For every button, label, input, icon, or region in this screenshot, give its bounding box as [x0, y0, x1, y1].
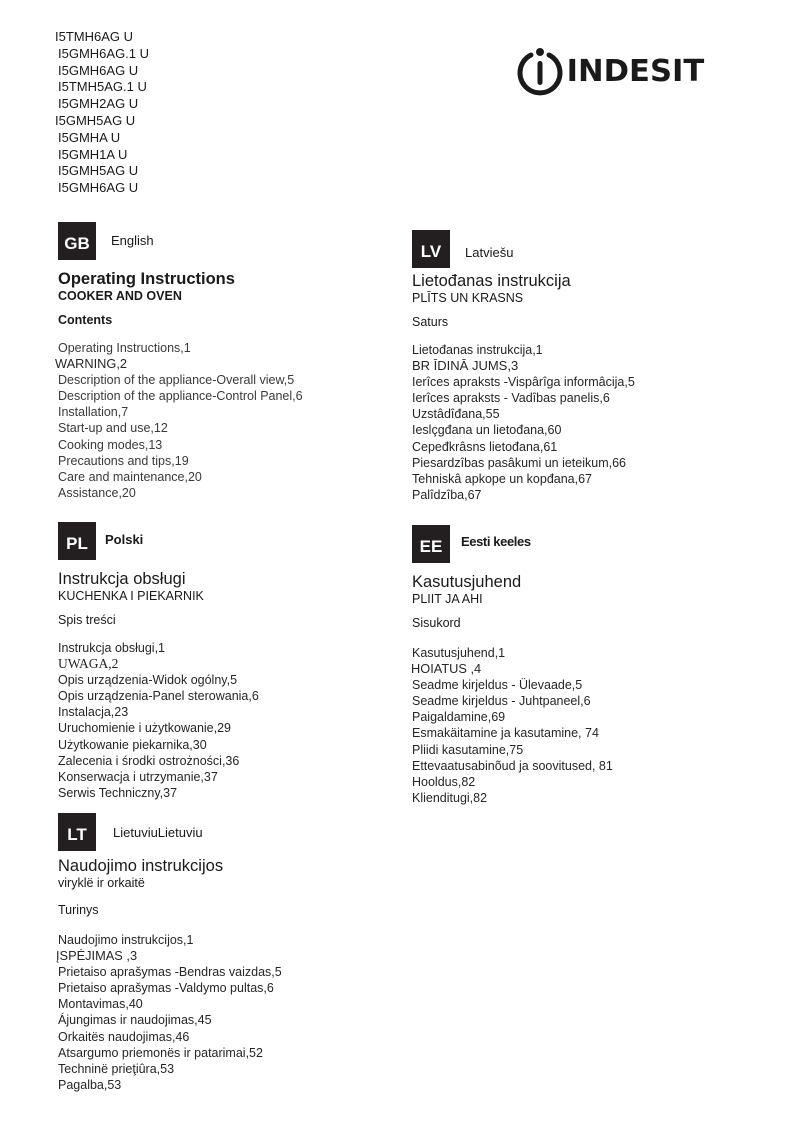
- toc-item[interactable]: Cepeđkrâsns lietođana,61: [412, 439, 558, 454]
- toc-item[interactable]: Hooldus,82: [412, 774, 476, 789]
- contents-label: Spis treści: [58, 613, 116, 627]
- toc-item[interactable]: Atsargumo priemonës ir patarimai,52: [58, 1045, 263, 1060]
- model-code: I5GMH2AG U: [58, 96, 139, 112]
- section-subtitle: PLĪTS UN KRASNS: [412, 291, 524, 305]
- language-name: Latviešu: [465, 244, 514, 260]
- brand-logo: [516, 44, 703, 100]
- toc-item[interactable]: Konserwacja i utrzymanie,37: [58, 769, 218, 784]
- contents-label: Saturs: [412, 315, 449, 329]
- section-title: Naudojimo instrukcijos: [58, 857, 224, 875]
- model-code: I5TMH6AG U: [55, 29, 134, 44]
- toc-item[interactable]: Ierîces apraksts -Vispârîga informâcija,5: [412, 375, 635, 390]
- toc-item-warning[interactable]: ĮSPĖJIMAS ,3: [56, 948, 138, 964]
- toc-item[interactable]: Installation,7: [58, 405, 129, 420]
- table-of-contents: [58, 640, 398, 801]
- language-badge: EE: [412, 525, 450, 563]
- toc-item[interactable]: Paigaldamine,69: [412, 710, 506, 725]
- section-title: Operating Instructions: [58, 270, 235, 288]
- toc-item[interactable]: Cooking modes,13: [58, 437, 163, 452]
- toc-item[interactable]: Kasutusjuhend,1: [412, 646, 506, 660]
- model-code: I5GMH6AG U: [58, 62, 139, 78]
- toc-item[interactable]: Użytkowanie piekarnika,30: [58, 737, 207, 752]
- section-lithuanian: [58, 813, 398, 1093]
- toc-item[interactable]: Operating Instructions,1: [58, 341, 191, 355]
- model-list: [55, 29, 149, 197]
- toc-item[interactable]: Prietaiso aprašymas -Bendras vaizdas,5: [58, 965, 282, 980]
- section-title: Lietođanas instrukcija: [412, 272, 571, 290]
- section-polish: [58, 522, 398, 801]
- toc-item[interactable]: Techninë prieţiûra,53: [58, 1061, 175, 1076]
- toc-item[interactable]: Pliidi kasutamine,75: [412, 742, 524, 757]
- toc-item[interactable]: Pagalba,53: [58, 1077, 122, 1092]
- contents-label: Sisukord: [412, 616, 461, 630]
- toc-item[interactable]: Ierîces apraksts - Vadîbas panelis,6: [412, 391, 610, 406]
- toc-item[interactable]: Ieslçgđana un lietođana,60: [412, 423, 562, 438]
- toc-item[interactable]: Uzstâdîđana,55: [412, 407, 500, 422]
- toc-item[interactable]: Naudojimo instrukcijos,1: [58, 933, 194, 947]
- toc-item-warning[interactable]: HOIATUS ,4: [411, 661, 482, 677]
- section-estonian: [412, 525, 752, 806]
- language-name: English: [111, 233, 154, 248]
- toc-item-warning[interactable]: UWAGA,2: [58, 656, 119, 672]
- table-of-contents: [412, 645, 752, 806]
- section-latvian: [412, 230, 752, 503]
- language-badge: GB: [58, 222, 96, 260]
- toc-item[interactable]: Uruchomienie i użytkowanie,29: [58, 721, 232, 736]
- toc-item[interactable]: Ájungimas ir naudojimas,45: [58, 1013, 212, 1028]
- toc-item[interactable]: Seadme kirjeldus - Juhtpaneel,6: [412, 694, 591, 709]
- language-badge: PL: [58, 522, 96, 560]
- table-of-contents: [58, 932, 398, 1093]
- model-code: I5TMH5AG.1 U: [58, 79, 147, 95]
- toc-item[interactable]: Opis urządzenia-Widok ogólny,5: [58, 673, 238, 688]
- model-code: I5GMHA U: [58, 129, 121, 145]
- model-code: I5GMH6AG.1 U: [58, 45, 150, 61]
- language-badge: LT: [58, 813, 96, 851]
- section-english: [55, 222, 398, 501]
- toc-item[interactable]: Instalacja,23: [58, 705, 129, 720]
- toc-item[interactable]: Care and maintenance,20: [58, 469, 202, 484]
- section-subtitle: COOKER AND OVEN: [58, 289, 182, 303]
- toc-item-warning[interactable]: WARNING,2: [55, 356, 128, 372]
- toc-item[interactable]: Seadme kirjeldus - Ülevaade,5: [412, 678, 583, 693]
- toc-item[interactable]: Zalecenia i środki ostrożności,36: [58, 753, 240, 768]
- toc-item[interactable]: Instrukcja obsługi,1: [58, 641, 166, 655]
- toc-item-warning[interactable]: BR ĪDINĀ JUMS,3: [412, 358, 519, 374]
- toc-item[interactable]: Esmakäitamine ja kasutamine, 74: [412, 726, 599, 741]
- model-code: I5GMH5AG U: [58, 163, 139, 179]
- toc-item[interactable]: Montavimas,40: [58, 997, 143, 1012]
- language-name: LietuviuLietuviu: [113, 824, 203, 840]
- section-title: Kasutusjuhend: [412, 573, 522, 591]
- model-code: I5GMH1A U: [58, 146, 128, 162]
- section-subtitle: viryklë ir orkaitë: [58, 876, 145, 890]
- model-code: I5GMH5AG U: [55, 112, 136, 128]
- toc-item[interactable]: Opis urządzenia-Panel sterowania,6: [58, 689, 259, 704]
- language-badge: LV: [412, 230, 450, 268]
- section-subtitle: PLIIT JA AHI: [412, 592, 483, 606]
- toc-item[interactable]: Klienditugi,82: [412, 790, 488, 805]
- language-name: Eesti keeles: [461, 534, 531, 549]
- table-of-contents: [55, 340, 398, 501]
- toc-item[interactable]: Description of the appliance-Control Panel,6: [58, 389, 303, 404]
- toc-item[interactable]: Assistance,20: [58, 485, 136, 500]
- power-i-icon: [516, 44, 564, 100]
- toc-item[interactable]: Serwis Techniczny,37: [58, 785, 178, 800]
- section-title: Instrukcja obsługi: [58, 570, 186, 588]
- toc-item[interactable]: Description of the appliance-Overall view,5: [58, 373, 295, 388]
- brand-name: INDESIT: [566, 54, 705, 89]
- toc-item[interactable]: Prietaiso aprašymas -Valdymo pultas,6: [58, 981, 274, 996]
- contents-label: Contents: [58, 313, 113, 327]
- table-of-contents: [412, 342, 752, 503]
- model-code: I5GMH6AG U: [58, 180, 139, 196]
- toc-item[interactable]: Tehniskâ apkope un kopđana,67: [412, 471, 593, 486]
- section-subtitle: KUCHENKA I PIEKARNIK: [58, 589, 204, 603]
- toc-item[interactable]: Precautions and tips,19: [58, 453, 189, 468]
- toc-item[interactable]: Piesardzîbas pasâkumi un ieteikum,66: [412, 455, 627, 470]
- language-name: Polski: [105, 532, 144, 547]
- contents-label: Turinys: [58, 903, 99, 917]
- toc-item[interactable]: Ettevaatusabinõud ja soovitused, 81: [412, 758, 613, 773]
- toc-item[interactable]: Orkaitës naudojimas,46: [58, 1029, 190, 1044]
- toc-item[interactable]: Lietođanas instrukcija,1: [412, 343, 543, 357]
- toc-item[interactable]: Palîdzîba,67: [412, 487, 482, 502]
- toc-item[interactable]: Start-up and use,12: [58, 421, 168, 436]
